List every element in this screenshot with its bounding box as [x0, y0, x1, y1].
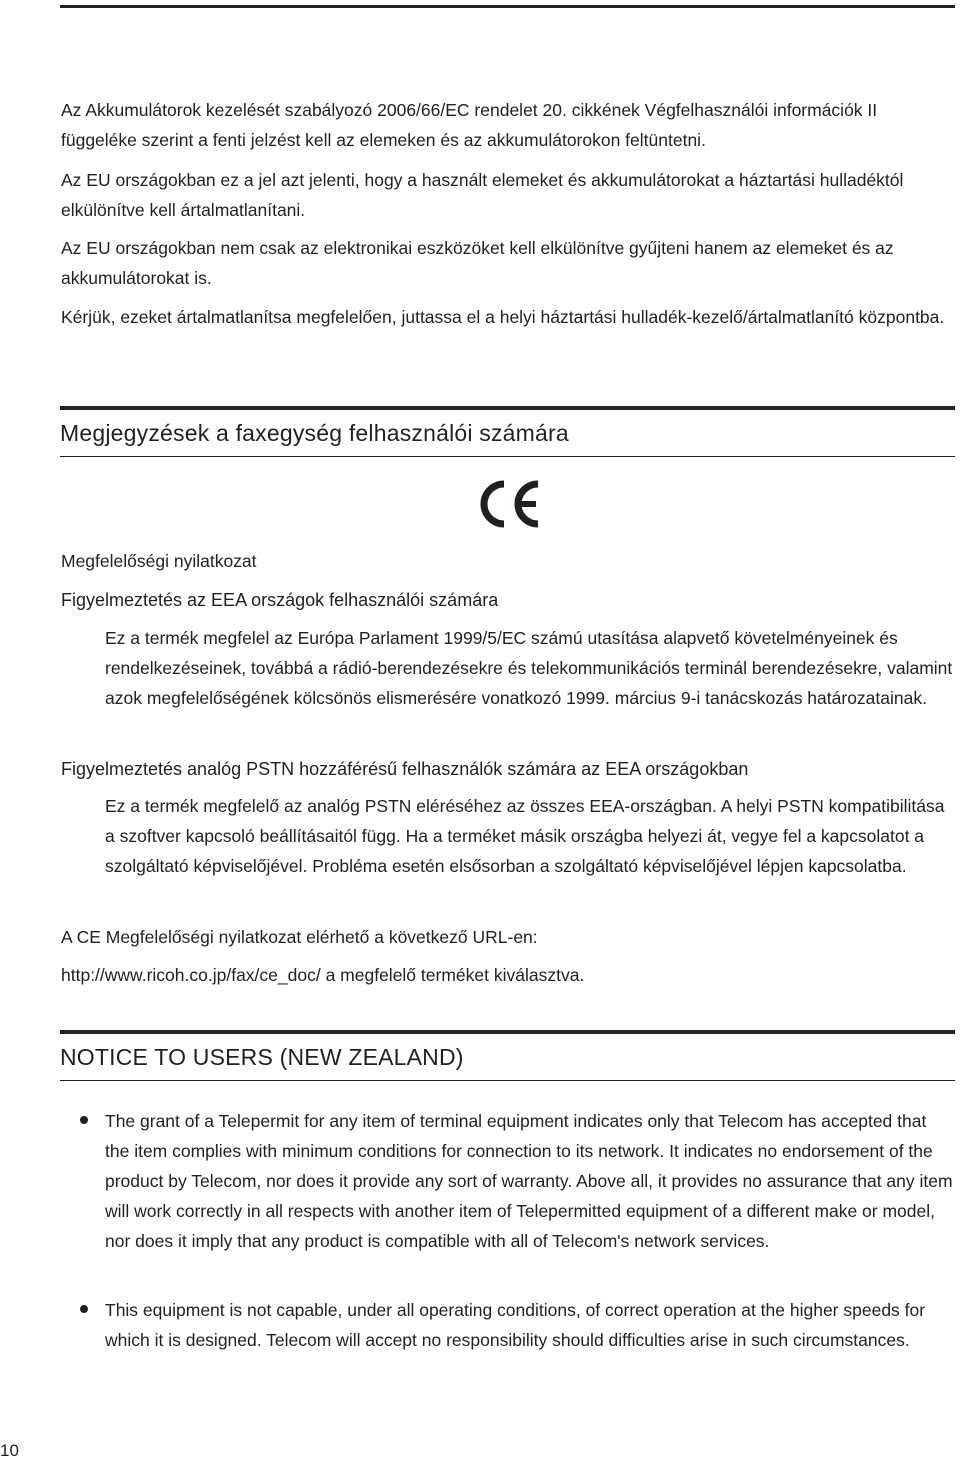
pstn-text: Ez a termék megfelelő az analóg PSTN eléréséhez az összes EEA-országban. A helyi PSTN kompatibilitása a szoftver kapcsoló beállításaitól függ. Ha a terméket másik országba helyezi át, vegye fel a kapcsolatot a szolgáltató képviselőjével. Probléma esetén elsősorban a szolgáltató képviselőjével lépjen kapcsolatba. [105, 796, 945, 876]
nz-bullet-1: The grant of a Telepermit for any item of terminal equipment indicates only that Telecom has accepted that the item complies with minimum conditions for connection to its network. It indicates no endorsement of the product by Telecom, nor does it provide any sort of warranty. Above all, it provides no assurance that any item will work correctly in all respects with another item of Telepermitted equipment of a different make or model, nor does it imply that any product is compatible with all of Telecom's network services. [105, 1111, 953, 1251]
pstn-heading [61, 756, 956, 782]
bullet-dot [80, 1305, 88, 1313]
intro-paragraph-1: Az Akkumulátorok kezelését szabályozó 2006/66/EC rendelet 20. cikkének Végfelhasználói információk II függeléke szerint a fenti jelzést kell az elemeken és az akkumulátorokon feltüntetni. [61, 100, 878, 150]
intro-paragraph-4: Kérjük, ezeket ártalmatlanítsa megfelelően, juttassa el a helyi háztartási hulladék-kezelő/ártalmatlanító központba. [61, 307, 945, 327]
nz-bullet-2: This equipment is not capable, under all operating conditions, of correct operation at the higher speeds for which it is designed. Telecom will accept no responsibility should difficulties arise in such circumstances. [105, 1300, 926, 1350]
eea-text: Ez a termék megfelel az Európa Parlament 1999/5/EC számú utasítása alapvető követelményeinek és rendelkezéseinek, továbbá a rádió-berendezésekre és telekommunikációs terminál berendezésekre, valamint azok megfelelőségének kölcsönös elismerésére vonatkozó 1999. március 9-i tanácskozás határozatainak. [105, 628, 953, 708]
eea-heading [61, 587, 956, 613]
bullet-dot [80, 1116, 88, 1124]
section-rule [60, 1030, 955, 1034]
intro-paragraph-3: Az EU országokban nem csak az elektronikai eszközöket kell elkülönítve gyűjteni hanem az elemeket és az akkumulátorokat is. [61, 238, 894, 288]
intro-paragraph-2: Az EU országokban ez a jel azt jelenti, hogy a használt elemeket és akkumulátorokat a háztartási hulladéktól elkülönítve kell ártalmatlanítani. [61, 170, 904, 220]
nz-section-heading [60, 1030, 955, 1081]
eea-heading-text: Figyelmeztetés az EEA országok felhasználói számára [61, 590, 499, 610]
fax-section-title: Megjegyzések a faxegység felhasználói számára [60, 420, 569, 446]
top-rule [60, 5, 955, 8]
ce-url-line: http://www.ricoh.co.jp/fax/ce_doc/ a megfelelő terméket kiválasztva. [61, 965, 585, 985]
ce-url-intro: A CE Megfelelőségi nyilatkozat elérhető a következő URL-en: [61, 927, 538, 947]
pstn-heading-text: Figyelmeztetés analóg PSTN hozzáférésű felhasználók számára az EEA országokban [61, 759, 749, 779]
ce-mark-icon [476, 480, 542, 528]
nz-section-title: NOTICE TO USERS (NEW ZEALAND) [60, 1044, 464, 1070]
section-underline [60, 1080, 955, 1081]
fax-section-heading [60, 406, 955, 457]
declaration-label: Megfelelőségi nyilatkozat [61, 551, 257, 571]
page-number: 10 [0, 1441, 19, 1460]
section-underline [60, 456, 955, 457]
section-rule [60, 406, 955, 410]
